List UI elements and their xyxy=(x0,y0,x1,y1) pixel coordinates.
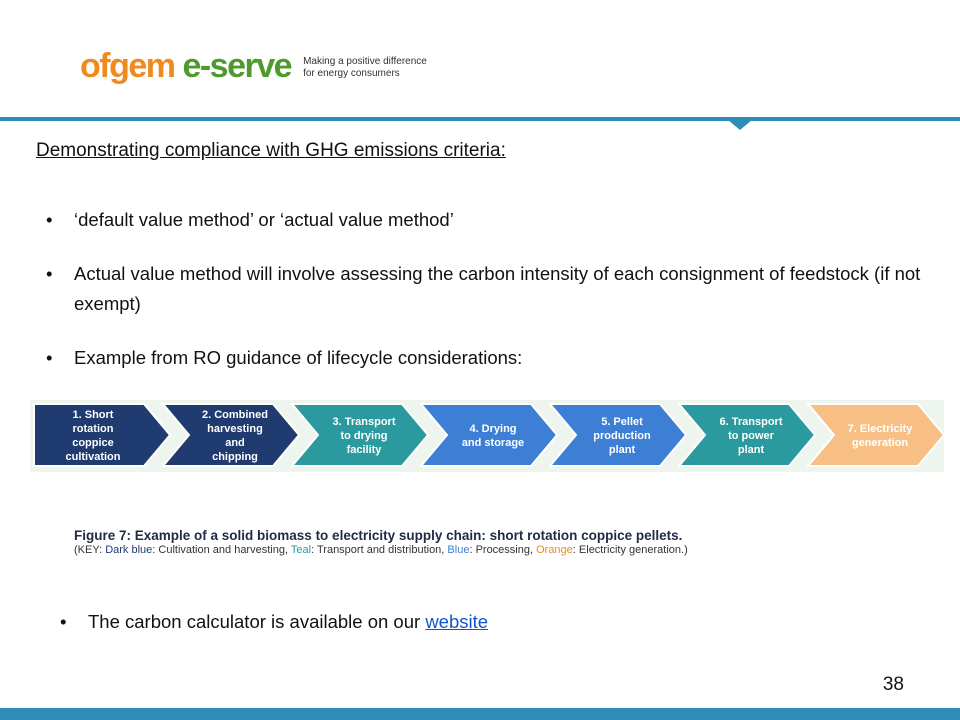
supply-chain-step-label: harvesting xyxy=(207,423,263,435)
bullet-item: • Actual value method will involve assessing the carbon intensity of each consignment of feedstock (if not exempt) xyxy=(46,259,936,319)
website-link[interactable]: website xyxy=(425,611,489,632)
key-prefix: (KEY: xyxy=(74,544,106,556)
supply-chain-step-label: 1. Short xyxy=(72,409,114,421)
supply-chain-step-label: to power xyxy=(728,430,774,442)
supply-chain-step-label: 3. Transport xyxy=(332,416,396,428)
figure-key xyxy=(74,544,688,556)
supply-chain-step-label: 4. Drying xyxy=(469,423,517,435)
supply-chain-step xyxy=(163,404,299,466)
page-number: 38 xyxy=(882,674,904,695)
key-orange: Orange xyxy=(536,544,573,556)
logo-ofgem-text: ofgem xyxy=(80,47,175,85)
supply-chain-step-label: rotation xyxy=(72,423,114,435)
key-teal: Teal xyxy=(290,544,312,556)
supply-chain-step-label: coppice xyxy=(72,437,114,449)
logo-tagline xyxy=(303,56,427,80)
supply-chain-step-label: chipping xyxy=(212,451,258,463)
key-orange-desc: : Electricity generation.) xyxy=(572,544,688,556)
supply-chain-step xyxy=(292,404,428,466)
key-teal-desc: : Transport and distribution, xyxy=(311,544,448,556)
supply-chain-step-label: cultivation xyxy=(65,451,121,463)
supply-chain-chevron xyxy=(421,404,557,466)
bullet-item: • ‘default value method’ or ‘actual value method’ xyxy=(46,205,936,235)
key-blue: Blue xyxy=(447,544,470,556)
supply-chain-step-label: facility xyxy=(346,444,382,456)
ofgem-eserve-logo xyxy=(80,44,427,88)
supply-chain-step xyxy=(808,404,944,466)
logo-tagline-line1: Making a positive difference xyxy=(303,56,427,67)
supply-chain-step-label: generation xyxy=(851,437,909,449)
supply-chain-step xyxy=(34,404,170,466)
header-divider xyxy=(0,117,960,121)
carbon-calculator-text: The carbon calculator is available on our xyxy=(88,611,426,632)
footer-bar xyxy=(0,708,960,720)
supply-chain-step-label: and storage xyxy=(461,437,525,449)
supply-chain-step-label: 7. Electricity xyxy=(847,423,913,435)
header-notch xyxy=(728,120,752,130)
slide-heading: Demonstrating compliance with GHG emissions criteria: xyxy=(36,140,506,161)
supply-chain-step-label: 2. Combined xyxy=(201,409,269,421)
supply-chain-step-label: plant xyxy=(608,444,636,456)
supply-chain-step-label: plant xyxy=(737,444,765,456)
key-darkblue-desc: : Cultivation and harvesting, xyxy=(152,544,291,556)
supply-chain-diagram xyxy=(30,400,944,472)
key-blue-desc: : Processing, xyxy=(469,544,537,556)
supply-chain-svg xyxy=(30,400,944,472)
supply-chain-step-label: to drying xyxy=(340,430,388,442)
supply-chain-step-label: and xyxy=(225,437,245,449)
bullet-item: • Example from RO guidance of lifecycle considerations: xyxy=(46,343,936,373)
supply-chain-step xyxy=(679,404,815,466)
supply-chain-step xyxy=(550,404,686,466)
supply-chain-chevron xyxy=(808,404,944,466)
supply-chain-step-label: production xyxy=(593,430,651,442)
logo-wordmark xyxy=(80,49,291,83)
key-darkblue: Dark blue xyxy=(105,544,153,556)
bullet-list xyxy=(46,205,936,397)
supply-chain-step-label: 5. Pellet xyxy=(601,416,643,428)
bullet-dot: • xyxy=(60,611,67,632)
carbon-calculator-bullet xyxy=(60,608,488,636)
supply-chain-step-label: 6. Transport xyxy=(719,416,783,428)
figure-title: Figure 7: Example of a solid biomass to electricity supply chain: short rotation coppice pellets. xyxy=(74,528,683,543)
logo-eserve-text: e-serve xyxy=(182,47,292,85)
supply-chain-step xyxy=(421,404,557,466)
logo-tagline-line2: for energy consumers xyxy=(303,68,400,79)
figure-caption xyxy=(74,528,688,556)
